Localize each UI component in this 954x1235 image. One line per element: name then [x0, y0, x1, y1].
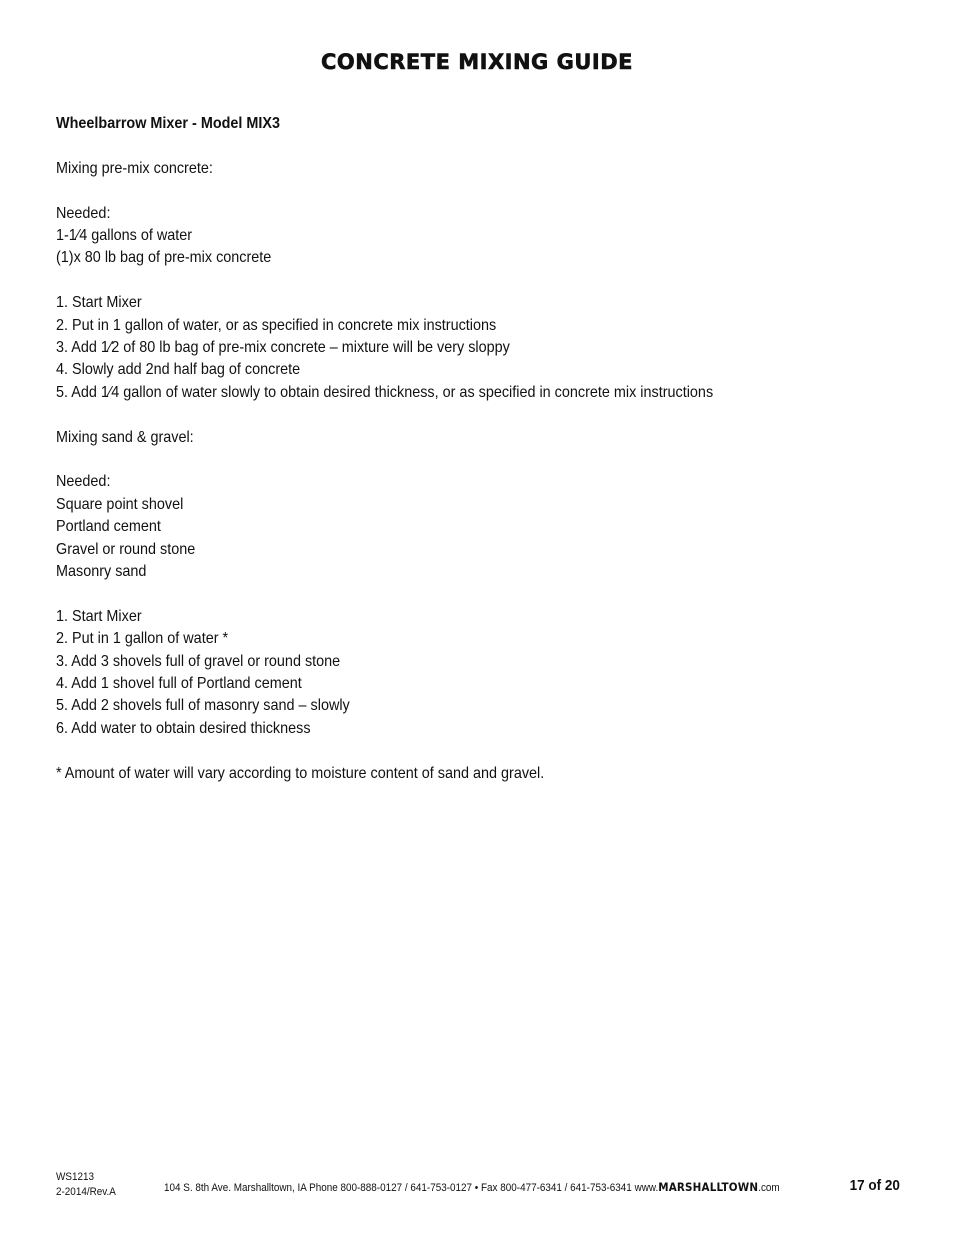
model-subheading: Wheelbarrow Mixer - Model MIX3	[56, 115, 281, 132]
footer-address	[164, 1180, 780, 1196]
sand-gravel-step: 4. Add 1 shovel full of Portland cement	[56, 675, 302, 693]
premix-step: 1. Start Mixer	[56, 294, 142, 312]
address-text: 104 S. 8th Ave. Marshalltown, IA Phone 800-888-0127 / 641-753-0127 • Fax 800-477-6341 / 641-753-6341 www.	[164, 1182, 659, 1194]
premix-step: 5. Add 1⁄4 gallon of water slowly to obtain desired thickness, or as specified in concrete mix instructions	[56, 383, 714, 401]
premix-needed-label: Needed:	[56, 204, 111, 222]
sand-gravel-step: 1. Start Mixer	[56, 607, 142, 625]
premix-needed-item: 1-1⁄4 gallons of water	[56, 227, 193, 244]
sand-gravel-step: 6. Add water to obtain desired thickness	[56, 719, 311, 737]
sand-gravel-needed-item: Portland cement	[56, 518, 161, 536]
sand-gravel-needed-item: Masonry sand	[56, 563, 147, 581]
sand-gravel-step: 3. Add 3 shovels full of gravel or round stone	[56, 652, 341, 670]
doc-code: WS1213	[56, 1171, 94, 1183]
premix-heading: Mixing pre-mix concrete:	[56, 159, 213, 177]
sand-gravel-needed-item: Gravel or round stone	[56, 540, 196, 558]
premix-step: 2. Put in 1 gallon of water, or as specified in concrete mix instructions	[56, 316, 497, 334]
page-number: 17 of 20	[849, 1177, 900, 1194]
sand-gravel-needed-label: Needed:	[56, 473, 111, 491]
premix-needed-item: (1)x 80 lb bag of pre-mix concrete	[56, 249, 272, 267]
document-body	[56, 113, 916, 785]
domain-suffix: .com	[758, 1182, 780, 1194]
brand-wordmark: MARSHALLTOWN	[658, 1180, 759, 1194]
sand-gravel-needed-item: Square point shovel	[56, 495, 184, 513]
premix-step: 3. Add 1⁄2 of 80 lb bag of pre-mix concrete – mixture will be very sloppy	[56, 339, 510, 357]
sand-gravel-step: 2. Put in 1 gallon of water *	[56, 630, 229, 648]
revision: 2-2014/Rev.A	[56, 1186, 116, 1198]
footer-doc-code	[56, 1170, 116, 1200]
premix-step: 4. Slowly add 2nd half bag of concrete	[56, 361, 301, 379]
page-title: CONCRETE MIXING GUIDE	[321, 50, 633, 74]
water-note: * Amount of water will vary according to moisture content of sand and gravel.	[56, 764, 545, 782]
sand-gravel-heading: Mixing sand & gravel:	[56, 428, 194, 446]
sand-gravel-step: 5. Add 2 shovels full of masonry sand – slowly	[56, 697, 350, 715]
